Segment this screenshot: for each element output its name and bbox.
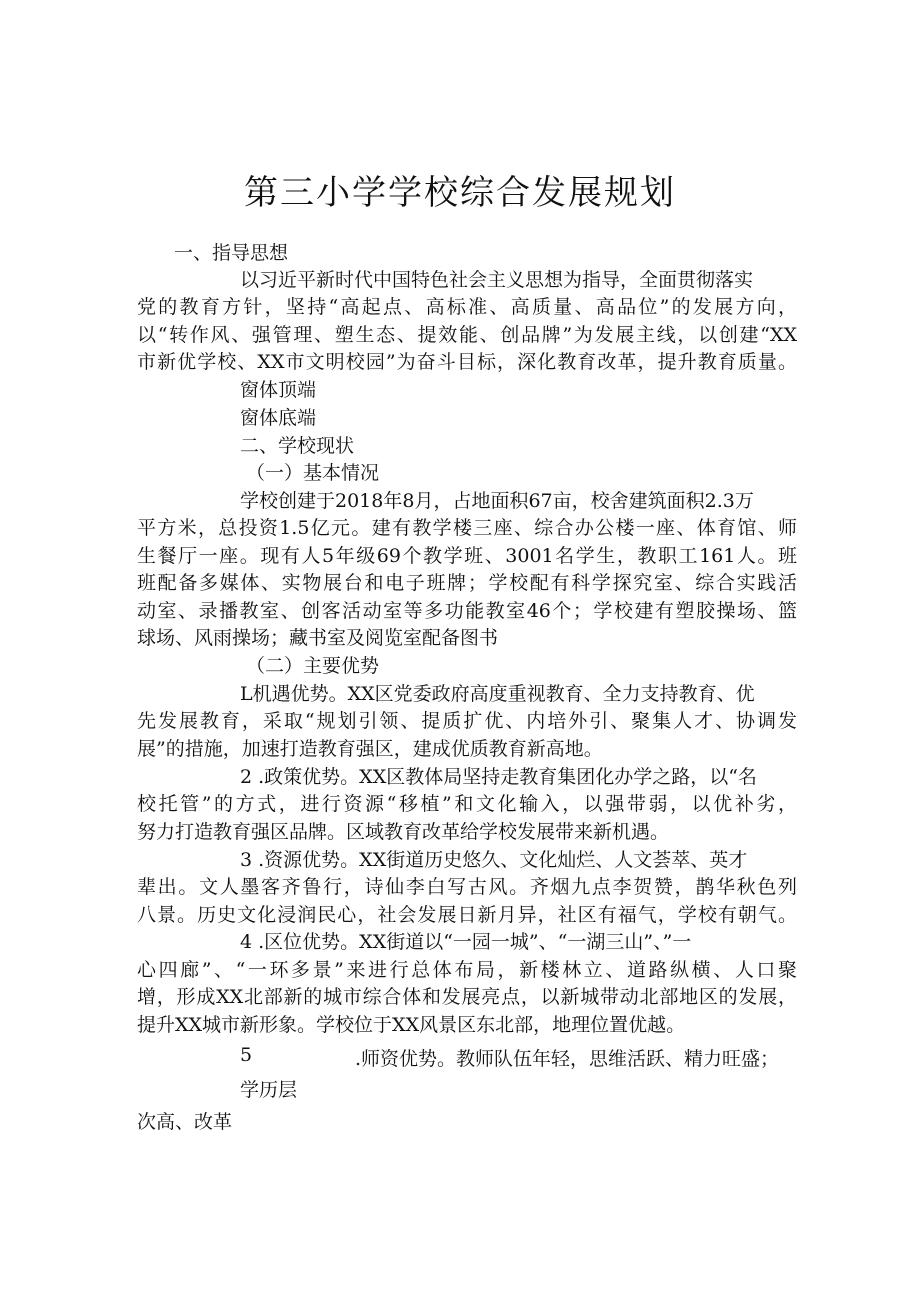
form-top-marker: 窗体顶端 (240, 379, 317, 401)
paragraph-line: 4 .区位优势。XX街道以“一园一城”、“一湖三山”、”一 (240, 931, 692, 953)
subheading-basic-info: （一）基本情况 (246, 462, 380, 484)
paragraph-line: .师资优势。教师队伍年轻，思维活跃、精力旺盛； (355, 1048, 780, 1070)
paragraph-line: 球场、风雨操场；藏书室及阅览室配备图书 (137, 627, 499, 649)
subheading-main-advantages: （二）主要优势 (246, 655, 380, 677)
paragraph-line: 平方米，总投资1.5亿元。建有教学楼三座、综合办公楼一座、体育馆、师 (137, 517, 797, 539)
heading-guiding-ideology: 一、指导思想 (174, 242, 289, 264)
paragraph-line: 次高、改革 (137, 1111, 233, 1133)
paragraph-line: 动室、录播教室、创客活动室等多功能教室46个；学校建有塑胶操场、篮 (137, 600, 797, 622)
paragraph-line: 先发展教育，采取“规划引领、提质扩优、内培外引、聚集人才、协调发 (137, 710, 797, 732)
paragraph-line: 展”的措施，加速打造教育强区，建成优质教育新高地。 (137, 738, 603, 760)
paragraph-line: 增，形成XX北部新的城市综合体和发展亮点，以新城带动北部地区的发展， (137, 986, 797, 1008)
paragraph-line: 生餐厅一座。现有人5年级69个教学班、3001名学生，教职工161人。班 (137, 545, 797, 567)
item-number: 5 (240, 1044, 253, 1066)
paragraph-line: L机遇优势。XX区党委政府高度重视教育、全力支持教育、优 (240, 683, 755, 705)
paragraph-line: 努力打造教育强区品牌。区域教育改革给学校发展带来新机遇。 (137, 821, 670, 843)
document-title: 第三小学学校综合发展规划 (244, 173, 676, 213)
heading-school-status: 二、学校现状 (240, 435, 355, 457)
paragraph-line: 心四廊”、“一环多景”来进行总体布局，新楼林立、道路纵横、人口聚 (137, 959, 797, 981)
paragraph-line: 班配备多媒体、实物展台和电子班牌；学校配有科学探究室、综合实践活 (137, 572, 797, 594)
paragraph-line: 以习近平新时代中国特色社会主义思想为指导，全面贯彻落实 (240, 269, 754, 291)
paragraph-line: 以“转作风、强管理、塑生态、提效能、创品牌”为发展主线，以创建“XX (137, 324, 797, 346)
paragraph-line: 3 .资源优势。XX街道历史悠久、文化灿烂、人文荟萃、英才 (240, 849, 748, 871)
paragraph-line: 2 .政策优势。XX区教体局坚持走教育集团化办学之路，以“名 (240, 766, 757, 788)
paragraph-line: 学校创建于2018年8月，占地面积67亩，校舍建筑面积2.3万 (240, 490, 754, 512)
paragraph-line: 市新优学校、XX市文明校园”为奋斗目标，深化教育改革，提升教育质量。 (137, 351, 797, 373)
form-bottom-marker: 窗体底端 (240, 407, 317, 429)
paragraph-line: 提升XX城市新形象。学校位于XX风景区东北部，地理位置优越。 (137, 1014, 686, 1036)
paragraph-line: 校托管”的方式，进行资源“移植”和文化输入，以强带弱，以优补劣， (137, 793, 797, 815)
paragraph-line: 辈出。文人墨客齐鲁行，诗仙李白写古风。齐烟九点李贺赞，鹊华秋色列 (137, 876, 797, 898)
paragraph-line: 八景。历史文化浸润民心，社会发展日新月异，社区有福气，学校有朝气。 (137, 904, 797, 926)
paragraph-line: 党的教育方针，坚持“高起点、高标准、高质量、高品位”的发展方向， (137, 296, 797, 318)
paragraph-line: 学历层 (240, 1079, 298, 1101)
